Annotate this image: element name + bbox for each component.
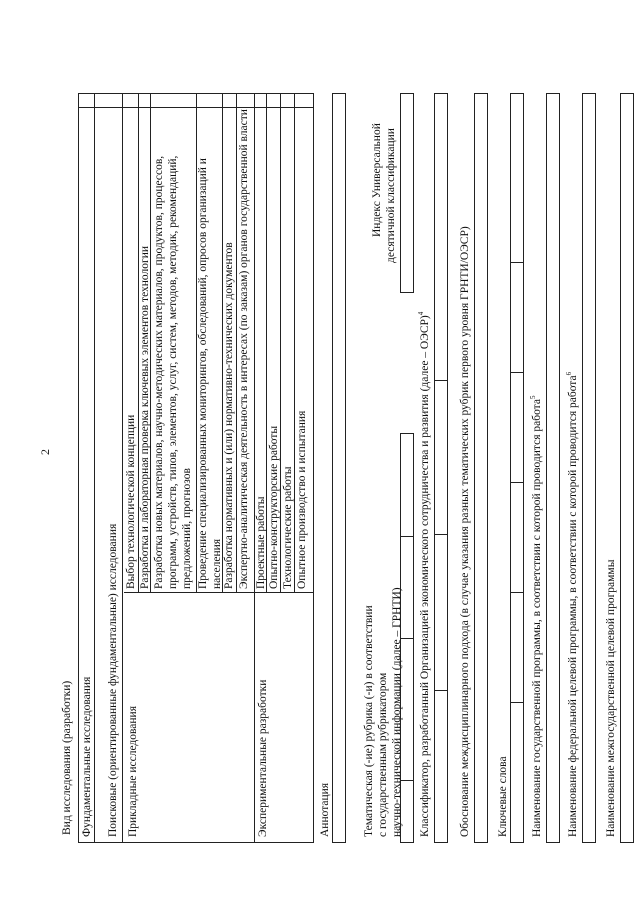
annotation-field[interactable]	[332, 93, 346, 843]
keywords-cells[interactable]	[510, 93, 524, 843]
grnti-label-line-1: Тематическая (-ие) рубрика (-и) в соответствии	[363, 605, 375, 837]
type-section-title: Вид исследования (разработки)	[61, 680, 73, 835]
row-experimental: Экспериментальные разработки	[257, 679, 269, 837]
page-number: 2	[38, 449, 52, 455]
oecd-cells[interactable]	[434, 93, 448, 843]
applied-item-3: Разработка новых материалов, научно-методических материалов, продуктов, процессов, программ, устройств, типов, элементов, услуг, систем, методов, методик, рекомендаций, предложений, прогнозов	[153, 155, 193, 589]
state-program-footnote: 5	[529, 395, 538, 400]
grnti-label-line-3: научно-технической информации (далее – ГРНТИ)	[391, 587, 403, 837]
applied-item-1: Выбор технологической концепции	[125, 414, 137, 589]
row-exploratory: Поисковые (ориентированные фундаментальные) исследования	[107, 523, 119, 837]
oecd-label-text: Классификатор, разработанный Организацией экономического сотрудничества и развития (далее – ОЭСР)	[419, 315, 431, 837]
federal-program-footnote: 6	[565, 371, 574, 376]
interdisciplinary-field[interactable]	[474, 93, 488, 843]
applied-item-6: Экспертно-аналитическая деятельность в интересах (по заказам) органов государственной власти	[238, 109, 250, 589]
experimental-item-1: Проектные работы	[255, 496, 267, 589]
state-program-label-text: Наименование государственной программы, в соответствии с которой проводится работа	[531, 399, 543, 837]
keywords-label: Ключевые слова	[497, 756, 509, 837]
udc-label-line-1: Индекс Универсальной	[371, 123, 383, 237]
applied-item-2: Разработка и лабораторная проверка ключевых элементов технологии	[139, 245, 151, 589]
applied-item-4: Проведение специализированных мониторингов, обследований, опросов организаций и населения	[197, 158, 223, 589]
state-program-label	[530, 396, 544, 837]
interstate-program-field[interactable]	[620, 93, 634, 843]
grnti-label-line-2: с государственным рубрикатором	[377, 672, 389, 837]
applied-item-5: Разработка нормативных и (или) нормативно-технических документов	[223, 242, 235, 589]
interdisciplinary-label: Обоснование междисциплинарного подхода (в случае указания разных тематических рубрик первого уровня ГРНТИ/ОЭСР)	[459, 226, 471, 837]
state-program-field[interactable]	[546, 93, 560, 843]
interstate-program-label: Наименование межгосударственной целевой программы	[605, 559, 617, 837]
federal-program-field[interactable]	[582, 93, 596, 843]
experimental-item-2: Опытно-конструкторские работы	[268, 425, 280, 589]
row-fundamental: Фундаментальные исследования	[81, 676, 93, 837]
oecd-footnote: 4	[417, 311, 426, 316]
annotation-label: Аннотация	[319, 782, 331, 837]
experimental-item-3: Технологические работы	[282, 466, 294, 589]
row-applied: Прикладные исследования	[127, 706, 139, 837]
oecd-label	[418, 312, 432, 837]
federal-program-label	[566, 372, 580, 837]
udc-field[interactable]	[400, 93, 414, 293]
experimental-item-4: Опытное производство и испытания	[296, 410, 308, 589]
federal-program-label-text: Наименование федеральной целевой программы, в соответствии с которой проводится работа	[567, 375, 579, 837]
udc-label-line-2: десятичной классификации	[385, 128, 397, 263]
